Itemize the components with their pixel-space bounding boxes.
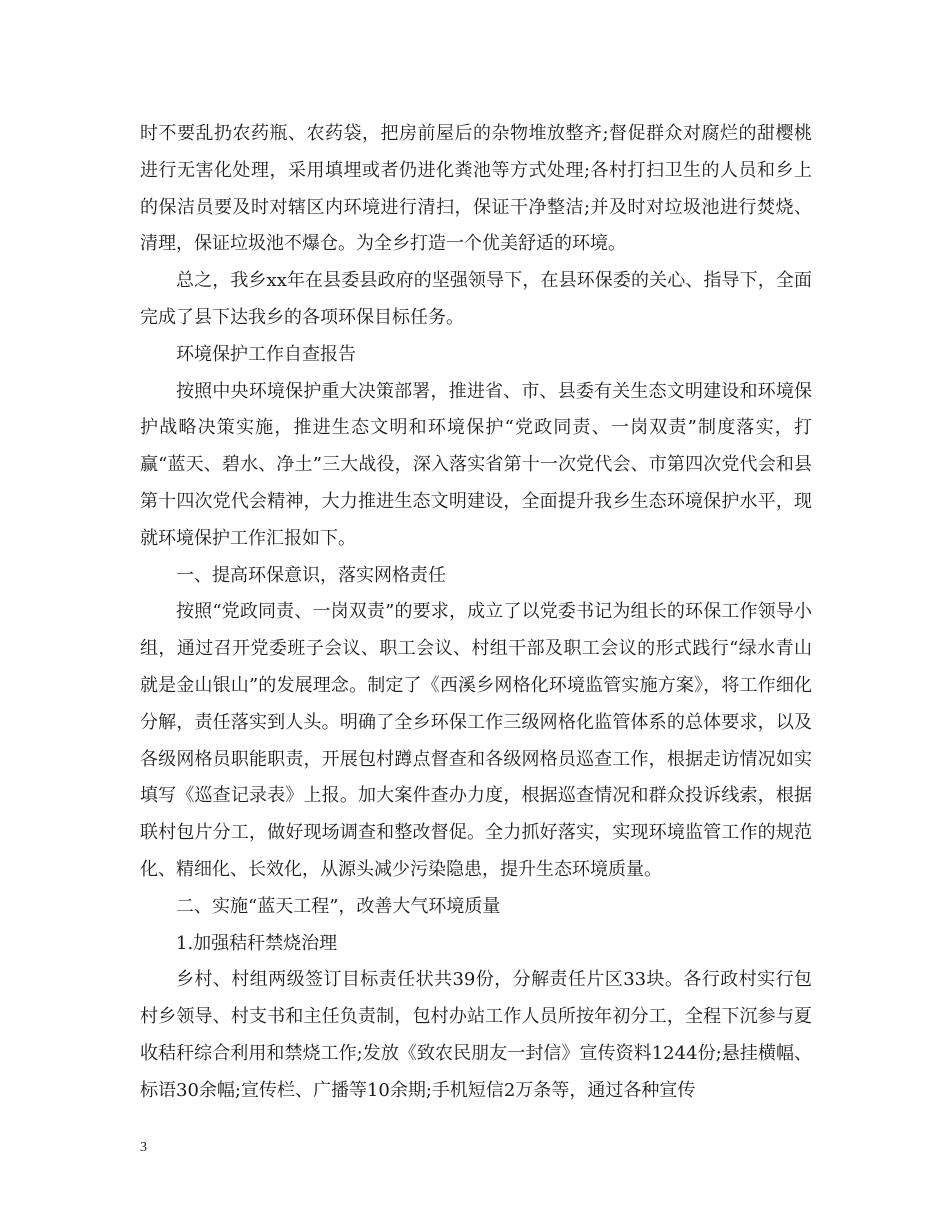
section-heading-1: 一、提高环保意识，落实网格责任 xyxy=(176,564,446,586)
paragraph-1: 时不要乱扔农药瓶、农药袋，把房前屋后的杂物堆放整齐;督促群众对腐烂的甜樱桃进行无害化处理，采用填埋或者仍进化粪池等方式处理;各村打扫卫生的人员和乡上的保洁员要及时对辖区内环境进行清扫，保证干净整洁;并及时对垃圾池进行焚烧、清理，保证垃圾池不爆仓。为全乡打造一个优美舒适的环境。 xyxy=(140,123,812,255)
subsection-heading-2-1: 1.加强秸秆禁烧治理 xyxy=(176,932,338,954)
section-heading-report-title: 环境保护工作自查报告 xyxy=(176,343,356,365)
section-heading-2: 二、实施“蓝天工程”，改善大气环境质量 xyxy=(176,895,501,917)
paragraph-2: 总之，我乡xx年在县委县政府的坚强领导下，在县环保委的关心、指导下，全面完成了县下达我乡的各项环保目标任务。 xyxy=(140,270,812,328)
document-body xyxy=(140,116,812,1110)
paragraph-3: 按照中央环境保护重大决策部署，推进省、市、县委有关生态文明建设和环境保护战略决策实施，推进生态文明和环境保护“党政同责、一岗双责”制度落实，打赢“蓝天、碧水、净土”三大战役，深入落实省第十一次党代会、市第四次党代会和县第十四次党代会精神，大力推进生态文明建设，全面提升我乡生态环境保护水平，现就环境保护工作汇报如下。 xyxy=(140,380,812,549)
page-number: 3 xyxy=(140,1140,147,1155)
paragraph-5: 乡村、村组两级签订目标责任状共39份，分解责任片区33块。各行政村实行包村乡领导、村支书和主任负责制，包村办站工作人员所按年初分工，全程下沉参与夏收秸秆综合利用和禁烧工作;发放《致农民朋友一封信》宣传资料1244份;悬挂横幅、标语30余幅;宣传栏、广播等10余期;手机短信2万条等，通过各种宣传 xyxy=(140,969,812,1101)
paragraph-4: 按照“党政同责、一岗双责”的要求，成立了以党委书记为组长的环保工作领导小组，通过召开党委班子会议、职工会议、村组干部及职工会议的形式践行“绿水青山就是金山银山”的发展理念。制定了《西溪乡网格化环境监管实施方案》，将工作细化分解，责任落实到人头。明确了全乡环保工作三级网格化监管体系的总体要求，以及各级网格员职能职责，开展包村蹲点督查和各级网格员巡查工作，根据走访情况如实填写《巡查记录表》上报。加大案件查办力度，根据巡查情况和群众投诉线索，根据联村包片分工，做好现场调查和整改督促。全力抓好落实，实现环境监管工作的规范化、精细化、长效化，从源头减少污染隐患，提升生态环境质量。 xyxy=(140,601,812,880)
